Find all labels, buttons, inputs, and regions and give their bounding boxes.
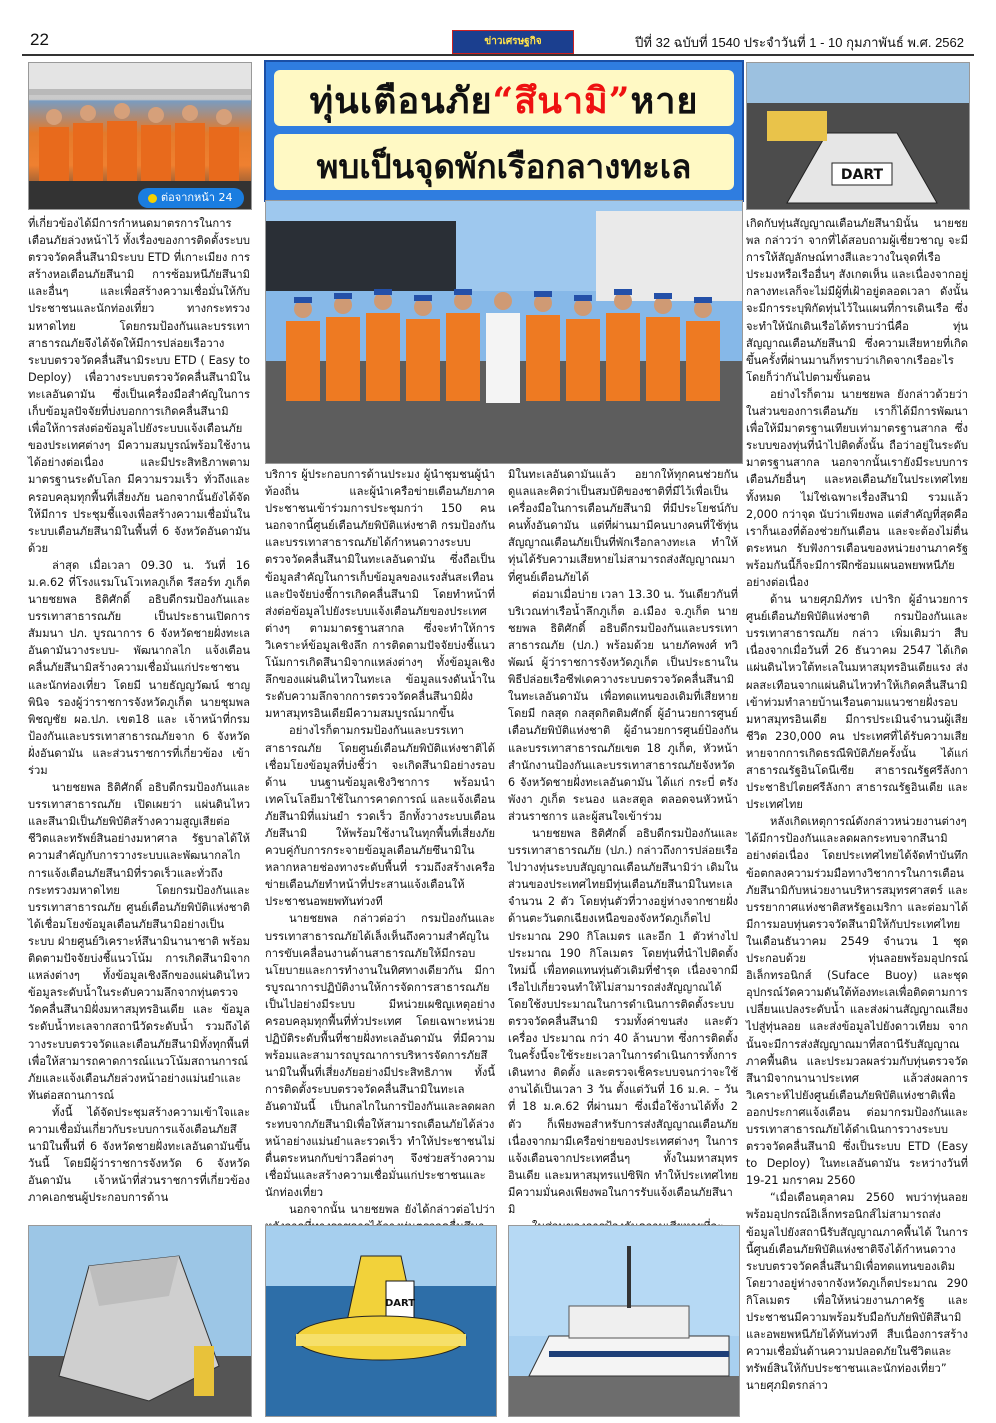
article-column-3: [508, 466, 738, 1216]
col3-paragraph: มิในทะเลอันดามันแล้ว อยากให้ทุกคนช่วยกันดูแลและคิดว่าเป็นสมบัติของชาติที่มีไว้เพื่อเป็นเครื่องมือในการเตือนภัยสึนามิ ที่มีประโยชน์กับคนทั้งอันดามัน แต่ที่ผ่านมามีคนบางคนที่ใช้ทุ่นสัญญาณเตือนภัยเป็นที่พักเรือกลางทะเล ทำให้ทุ่นได้รับความเสียหายไม่สามารถส่งสัญญาณมาที่ศูนย์เตือนภัยได้: [508, 468, 738, 584]
dart-buoy-at-sea: [265, 1225, 497, 1417]
col4-paragraph: อย่างไรก็ตาม นายชยพล ยังกล่าวด้วยว่า ในส่วนของการเตือนภัย เราก็ได้มีการพัฒนาเพื่อให้มีมาตรฐานเทียบเท่ามาตรฐานสากล ซึ่งระบบของทุ่นที่นำไปติดตั้งนั้น ถือว่าอยู่ในระดับมาตรฐานสากล นอกจากนั้นเรายังมีระบบการเตือนภัยอื่นๆ และหอเตือนภัยในประเทศไทยทั้งหมด ไม่ใช่เฉพาะเรื่องสึนามิ รวมแล้ว 2,000 กว่าจุด นับว่าเพียงพอ แต่สำคัญที่สุดคือเราก็นเองที่ต้องช่วยกันเตือน และจะต้องไม่ตื่นตระหนก รับฟังการเตือนของหน่วยงานภาครัฐ พร้อมกันนี้ก็จะมีการฝึกซ้อมแผนอพยพหนีภัยอย่างต่อเนื่อง: [746, 387, 968, 589]
dart-buoy-on-deck: [746, 62, 970, 210]
device-photo-art: [29, 1226, 251, 1416]
issue-info: ปีที่ 32 ฉบับที่ 1540 ประจำวันที่ 1 - 10 กุมภาพันธ์ พ.ศ. 2562: [635, 35, 964, 50]
headline-line-1-post: หาย: [630, 80, 699, 122]
col1-paragraph: ที่เกี่ยวข้องได้มีการกำหนดมาตรการในการเตือนภัยล่วงหน้าไว้ ทั้งเรื่องของการติดตั้งระบบตรวจวัดคลื่นสึนามิระบบ ETD ที่เกาะเมียง การสร้างหอเตือนภัยสึนามิ การซ้อมหนีภัยสึนามิ และอื่นๆ และเพื่อสร้างความเชื่อมั่นให้กับประชาชนและนักท่องเที่ยว ทางกระทรวงมหาดไทย โดยกรมป้องกันและบรรเทาสาธารณภัยจึงได้จัดให้มีการปล่อยเรือวางระบบตรวจวัดคลื่นสึนามิระบบ ETD ( Easy to Deploy) เพื่อวางระบบตรวจวัดคลื่นสึนามิในทะเลอันดามัน ซึ่งเป็นเครื่องมือสำคัญในการเก็บข้อมูลปัจจัยที่บ่งบอกการเกิดคลื่นสึนามิ เพื่อให้การส่งต่อข้อมูลไปยังระบบแจ้งเตือนภัยของประเทศต่างๆ มีความสมบูรณ์พร้อมใช้งาน ได้อย่างต่อเนื่อง และมีประสิทธิภาพตามมาตรฐานระดับโลก มีความรวมเร็ว ทั่วถึงและครอบคลุมทุกพื้นที่เสี่ยงภัย นอกจากนั้นยังได้จัดให้มีการ ประชุมชี้แจงเพื่อสร้างความเชื่อมั่นในระบบเตือนภัยสึนามิในพื้นที่ 6 จังหวัดอันดามัน ด้วย: [28, 217, 250, 555]
article-column-1: [28, 215, 250, 1215]
col3-paragraph: นายชยพล ธิติศักดิ์ อธิบดีกรมป้องกันและบรรเทาสาธารณภัย (ปภ.) กล่าวถึงการปล่อยเรือไปวางทุ่นระบบสัญญาณเตือนภัยสึนามิว่า เดิมในส่วนของประเทศไทยมีทุ่นเตือนภัยสึนามิในทะเลจำนวน 2 ตัว โดยทุ่นตัวที่วางอยู่ห่างจากชายฝั่งด้านตะวันตกเฉียงเหนือของจังหวัดภูเก็ตไปประมาณ 290 กิโลเมตร และอีก 1 ตัวห่างไปประมาณ 190 กิโลเมตร โดยทุ่นที่นำไปติดตั้งใหม่นี้ เพื่อทดแทนทุ่นตัวเดิมที่ชำรุด เนื่องจากมีเรือไปเกี่ยวจนทำให้ไม่สามารถส่งสัญญาณได้ โดยใช้งบประมาณในการดำเนินการติดตั้งระบบตรวจวัดคลื่นสึนามิ รวมทั้งค่าขนส่ง และตัวเครื่อง ประมาณ กว่า 40 ล้านบาท ซึ่งการติดตั้งในครั้งนี้จะใช้ระยะเวลาในการดำเนินการทั้งการเดินทาง ติดตั้ง และตรวจเช็คระบบจนกว่าจะใช้งานได้เป็นเวลา 3 วัน ตั้งแต่วันที่ 16 ม.ค. – วันที่ 18 ม.ค.62 ที่ผ่านมา ซึ่งเมื่อใช้งานได้ทั้ง 2 ตัว ก็เพียงพอสำหรับการส่งสัญญาณเตือนภัย เนื่องจากมามีเครือข่ายของประเทศต่างๆ ในการแจ้งเตือนจากประเทศอื่นๆ ทั้งในมหาสมุทรอินเดีย และมหาสมุทรแปซิฟิก ทำให้ประเทศไทยมีความมั่นคงเพียงพอในการรับแจ้งเตือนภัยสึนามิ: [508, 826, 738, 1217]
headline-line-1-red: “สึนามิ”: [492, 80, 631, 122]
buoy-label-sea: DART: [384, 1298, 416, 1309]
headline-line-2: พบเป็นจุดพักเรือกลางทะเล: [316, 147, 692, 186]
headline-line-1-pre: ทุ่นเตือนภัย: [309, 80, 493, 122]
continued-from-badge: [138, 188, 244, 208]
article-column-2: [265, 466, 495, 1216]
tsunami-buoy-device: [28, 1225, 252, 1417]
headline-line-1: [266, 72, 742, 129]
newspaper-logo: ข่าวเศรษฐกิจ: [452, 30, 574, 54]
bullet-icon: [148, 194, 157, 203]
col2-paragraph: นายชยพล กล่าวต่อว่า กรมป้องกันและบรรเทาสาธารณภัยได้เล็งเห็นถึงความสำคัญในการขับเคลื่อนงานด้านสาธารณภัยให้มีกรอบนโยบายและการทำงานในทิศทางเดียวกัน มีการบูรณาการปฏิบัติงานให้การจัดการสาธารณภัยเป็นไปอย่างมีระบบ มีหน่วยเผชิญเหตุอย่างครอบคลุมทุกพื้นที่ทั่วประเทศ โดยเฉพาะหน่วยปฏิบัติระดับพื้นที่ชายฝั่งทะเลอันดามัน ที่มีความพร้อมและสามารถบูรณาการบริหารจัดการภัยสึนามิในพื้นที่เสี่ยงภัยอย่างมีประสิทธิภาพ ทั้งนี้การติดตั้งระบบตรวจวัดคลื่นสึนามิในทะเลอันดามันนี้ เป็นกลไกในการป้องกันและลดผลกระทบจากภัยสึนามิเพื่อให้สามารถเตือนภัยได้ล่วงหน้าอย่างแม่นยำและรวดเร็ว ทำให้ประชาชนไม่ตื่นตระหนกกับข่าวลือต่างๆ จึงช่วยสร้างความเชื่อมั่นและสร้างความเชื่อมั่นแก่ประชาชนและนักท่องเที่ยว: [265, 912, 495, 1199]
col1-paragraph: นายชยพล ธิติศักดิ์ อธิบดีกรมป้องกันและบรรเทาสาธารณภัย เปิดเผยว่า แผ่นดินไหวและสึนามิเป็นภัยพิบัติสร้างความสูญเสียต่อชีวิตและทรัพย์สินอย่างมหาศาล รัฐบาลได้ให้ความสำคัญกับการวางระบบและพัฒนากลไกการแจ้งเตือนภัยสึนามิที่รวดเร็วและทั่วถึง กระทรวงมหาดไทย โดยกรมป้องกันและบรรเทาสาธารณภัย ศูนย์เตือนภัยพิบัติแห่งชาติ ได้เชื่อมโยงข้อมูลเตือนภัยสึนามิอย่างเป็นระบบ ฝ่ายศูนย์วิเคราะห์สึนามินานาชาติ พร้อมติดตามปัจจัยบ่งชี้แนวโน้ม การเกิดสึนามิจากแหล่งต่างๆ ทั้งข้อมูลเชิงลึกของแผ่นดินไหว ข้อมูลระดับน้ำในระดับความลึกจากทุ่นตรวจวัดคลื่นสึนามิฝั่งมหาสมุทรอินเดีย และ ข้อมูลระดับน้ำทะเลจากสถานีวัดระดับน้ำ รวมถึงได้วางระบบตรวจวัดและเตือนภัยสึนามิทั้งทุกพื้นที่ เพื่อให้สามารถคาดการณ์แนวโน้มสถานการณ์ภัยและแจ้งเตือนภัยล่วงหน้าอย่างแม่นยำเเละทันต่อสถานการณ์: [28, 781, 250, 1102]
col4-paragraph: เกิดกับทุ่นสัญญาณเตือนภัยสึนามินั้น นายชยพล กล่าวว่า จากที่ได้สอบถามผู้เชี่ยวชาญ จะมีการให้สัญลักษณ์ทางสีและวางในจุดที่เรือประมงหรือเรืออื่นๆ สังเกตเห็น และเนื่องจากอยู่กลางทะเลก็จะไม่มีผู้ที่เฝ้าอยู่ตลอดเวลา ดังนั้นจะมีการระบุพิกัดทุ่นไว้ในแผนที่การเดินเรือ ซึ่งจะทำให้นักเดินเรือได้ทราบว่านี่คือ ทุ่นสัญญาณเตือนภัยสึนามิ ซึ่งความเสียหายที่เกิดขึ้นครั้งที่ผ่านมานก็ทราบว่าเกิดจากเรืออะไร โดยก็ว่ากันไปตามขั้นตอน: [746, 217, 968, 384]
article-column-4: [746, 215, 968, 1420]
page-number: 22: [30, 30, 49, 49]
page-header: [22, 30, 974, 56]
sea-buoy-art: [266, 1226, 496, 1416]
col4-paragraph: หลังเกิดเหตุการณ์ดังกล่าวหน่วยงานต่างๆได้มีการป้องกันและลดผลกระทบจากสึนามิอย่างต่อเนื่อง โดยประเทศไทยได้จัดทำบันทึกข้อตกลงความร่วมมือทางวิชาการในการเตือนภัยสึนามิกับหน่วยงานบริหารสมุทรศาสตร์ และบรรยากาศแห่งชาติสหรัฐอเมริกา และต่อมาได้มีการมอบทุ่นตรวจวัดสึนามิให้กับประเทศไทย ในเดือนธันวาคม 2549 จำนวน 1 ชุด ประกอบด้วย ทุ่นลอยพร้อมอุปกรณ์อิเล็กทรอนิกส์ (Suface Buoy) และชุดอุปกรณ์วัดความดันใต้ท้องทะเลเพื่อติดตามการเปลี่ยนแปลงระดับน้ำ และส่งผ่านสัญญาณเสียงไปสู่ทุ่นลอย และส่งข้อมูลไปยังดาวเทียม จากนั้นจะมีการส่งสัญญาณมาที่สถานีรับสัญญาณภาคพื้นดิน และประมวลผลร่วมกับทุ่นตรวจวัดสึนามิจากนานาประเทศ แล้วส่งผลการวิเคราะห์ไปยังศูนย์เตือนภัยพิบัติแห่งชาติเพื่อออกประกาศแจ้งเตือน ต่อมากรมป้องกันและบรรเทาสาธารณภัยได้ดำเนินการวางระบบตรวจวัดคลื่นสึนามิ ซึ่งเป็นระบบ ETD (Easy to Deploy) ในทะเลอันดามัน ระหว่างวันที่ 19-21 มกราคม 2560: [746, 815, 968, 1188]
col1-paragraph: ล่าสุด เมื่อเวลา 09.30 น. วันที่ 16 ม.ค.62 ที่โรงแรมโนโวเทลภูเก็ต รีสอร์ท ภูเก็ต นายชยพล ธิติศักดิ์ อธิบดีกรมป้องกันและบรรเทาสาธารณภัย เป็นประธานเปิดการสัมมนา ปภ. บูรณาการ 6 จังหวัดชายฝั่งทะเลอันดามันวางระบบ- พัฒนากลไก แจ้งเตือนคลื่นภัยสึนามิสร้างความเชื่อมั่นแก่ประชาชนและนักท่องเที่ยว โดยมี นายธัญญวัฒน์ ชาญพินิจ รองผู้ว่าราชการจังหวัดภูเก็ต นายชุมพล พิชญชัย ผอ.ปภ. เขต18 และ เจ้าหน้าที่กรมป้องกันและบรรเทาสาธารณภัยจาก 6 จังหวัดฝั่งอันดามัน และส่วนราชการที่เกี่ยวข้อง เข้าร่วม: [28, 558, 250, 777]
col4-paragraph: ด้าน นายศุภมิภัทร เปาริก ผู้อำนวยการศูนย์เตือนภัยพิบัติแห่งชาติ กรมป้องกันและบรรเทาสาธารณภัย กล่าว เพิ่มเติมว่า สืบเนื่องจากเมื่อวันที่ 26 ธันวาคม 2547 ได้เกิดแผ่นดินไหวใต้ทะเลในมหาสมุทรอินเดียแรง ส่งผลสะเทือนจากแผ่นดินไหวทำให้เกิดคลื่นสึนามิเข้าท่วมทำลายบ้านเรือนตามแนวชายฝั่งรอบมหาสมุทรอินเดีย มีการประเมินจำนวนผู้เสียชีวิต 230,000 คน ประเทศที่ได้รับความเสียหายจากการเกิดธรณีพิบัติภัยครั้งนั้น ได้แก่ สาธารณรัฐอินโดนีเซีย สาธารณรัฐศรีลังกา ประชาธิปไตยศรีลังกา สาธารณรัฐอินเดีย และประเทศไทย: [746, 593, 968, 812]
col3-paragraph: ต่อมาเมื่อบ่าย เวลา 13.30 น. วันเดียวกันที่บริเวณท่าเรือน้ำลึกภูเก็ต อ.เมือง จ.ภูเก็ต นายชยพล ธิติศักดิ์ อธิบดีกรมป้องกันและบรรเทาสาธารณภัย (ปภ.) พร้อมด้วย นายภัคพงศ์ ทวิพัฒน์ ผู้ว่าราชการจังหวัดภูเก็ต เป็นประธานในพิธีปล่อยเรือซีฟเดควางระบบตรวจวัดคลื่นสึนามิในทะเลอันดามัน เพื่อทดแทนของเดิมที่เสียหาย โดยมี กลสุด กลสุดกิตติมศักดิ์ ผู้อำนวยการศูนย์เตือนภัยพิบัติแห่งชาติ ผู้อำนวยการศูนย์ป้องกันและบรรเทาสาธารณภัยเขต 18 ภูเก็ต, หัวหน้าสำนักงานป้องกันและบรรเทาสาธารณภัยจังหวัด 6 จังหวัดชายฝั่งทะเลอันดามัน ได้แก่ กระบี่ ตรัง พังงา ภูเก็ต ระนอง และสตูล ตลอดจนหัวหน้าส่วนราชการ และผู้สนใจเข้าร่วม: [508, 587, 738, 823]
buoy-label-top: DART: [840, 167, 884, 183]
ship-art: [509, 1226, 739, 1416]
col2-paragraph: นอกจากนั้น นายชยพล ยังได้กล่าวต่อไปว่า: [289, 1203, 495, 1217]
col4-paragraph: “เมื่อเดือนตุลาคม 2560 พบว่าทุ่นลอยพร้อมอุปกรณ์อิเล็กทรอนิกส์ไม่สามารถส่งข้อมูลไปยังสถานีรับสัญญาณภาคพื้นได้ ในการนี้ศูนย์เตือนภัยพิบัติแห่งชาติจึงได้กำหนดวางระบบตรวจวัดคลื่นสึนามิเพื่อทดแทนของเดิม โดยวางอยู่ห่างจากจังหวัดภูเก็ตประมาณ 290 กิโลเมตร เพื่อให้หน่วยงานภาครัฐ และประชาชนมีความพร้อมรับมือกับภัยพิบัติสึนามิ และอพยพหนีภัยได้ทันท่วงที สืบเนื่องการสร้างความเชื่อมั่นด้านความปลอดภัยในชีวิตและทรัพย์สินให้กับประชาชนและนักท่องเที่ยว” นายศุภมิตรกล่าว: [746, 1191, 968, 1393]
headline-box: [264, 60, 744, 202]
col2-paragraph: อย่างไรก็ตามกรมป้องกันและบรรเทาสาธารณภัย โดยศูนย์เตือนภัยพิบัติแห่งชาติได้เชื่อมโยงข้อมูลที่บ่งชี้ว่า จะเกิดสึนามิอย่างรอบด้าน บนฐานข้อมูลเชิงวิชาการ พร้อมนำเทคโนโลยีมาใช้ในการคาดการณ์ และแจ้งเตือนภัยสึนามิที่แม่นยำ รวดเร็ว อีกทั้งวางระบบเตือนภัยสึนามิ ให้พร้อมใช้งานในทุกพื้นที่เสี่ยงภัย ควบคู่กับการกระจายข้อมูลเตือนภัยซึนามิในหลากหลายช่องทางระดับพื้นที่ รวมถึงสร้างเครือข่ายเตือนภัยทำหน้าที่ประสานแจ้งเตือนให้ประชาชนอพยพทันท่วงที: [265, 724, 495, 909]
deck-photo-art: [747, 63, 969, 209]
ship-photo-art: [266, 201, 742, 463]
officials-group-on-ship: [265, 200, 743, 464]
continued-from-label: ต่อจากหน้า 24: [161, 191, 233, 204]
col1-paragraph: ทั้งนี้ ได้จัดประชุมสร้างความเข้าใจและความเชื่อมั่นเกี่ยวกับระบบการแจ้งเตือนภัยสึนามิในพื้นที่ 6 จังหวัดชายฝั่งทะเลอันดามันขึ้นวันนี้ โดยมีผู้ว่าราชการจังหวัด 6 จังหวัดอันดามัน เจ้าหน้าที่ส่วนราชการที่เกี่ยวข้อง ภาคเอกชนผู้ประกอบการด้าน: [28, 1105, 250, 1205]
col2-paragraph: บริการ ผู้ประกอบการด้านประมง ผู้นำชุมชนผู้นำท้องถิ่น และผู้นำเครือข่ายเตือนภัยภาคประชาชนเข้าร่วมการประชุมกว่า 150 คน นอกจากนี้ศูนย์เตือนภัยพิบัติแห่งชาติ กรมป้องกันและบรรเทาสาธารณภัยได้กำหนดวางระบบตรวจวัดคลื่นสึนามิในทะเลอันดามัน ซึ่งถือเป็นข้อมูลสำคัญในการเก็บข้อมูลของแรงสั่นสะเทือน และปัจจัยบ่งชี้การเกิดคลื่นสึนามิ โดยทำหน้าที่ส่งต่อข้อมูลไปยังระบบแจ้งเตือนภัยของประเทศต่างๆ ตามมาตรฐานสากล ซึ่งจะทำให้การวิเคราะห์ข้อมูลเชิงลึก การติดตามปัจจัยบ่งชี้แนวโน้มการเกิดสึนามิจากแหล่งต่างๆ ทั้งข้อมูลเชิงลึกของแผ่นดินไหวในทะเล ข้อมูลแรงดันน้ำในระดับความลึกจากการตรวจวัดคลื่นสึนามิฝั่งมหาสมุทรอินเดียมีความสมบูรณ์มากขึ้น: [265, 468, 495, 721]
research-ship-docked: [508, 1225, 740, 1417]
